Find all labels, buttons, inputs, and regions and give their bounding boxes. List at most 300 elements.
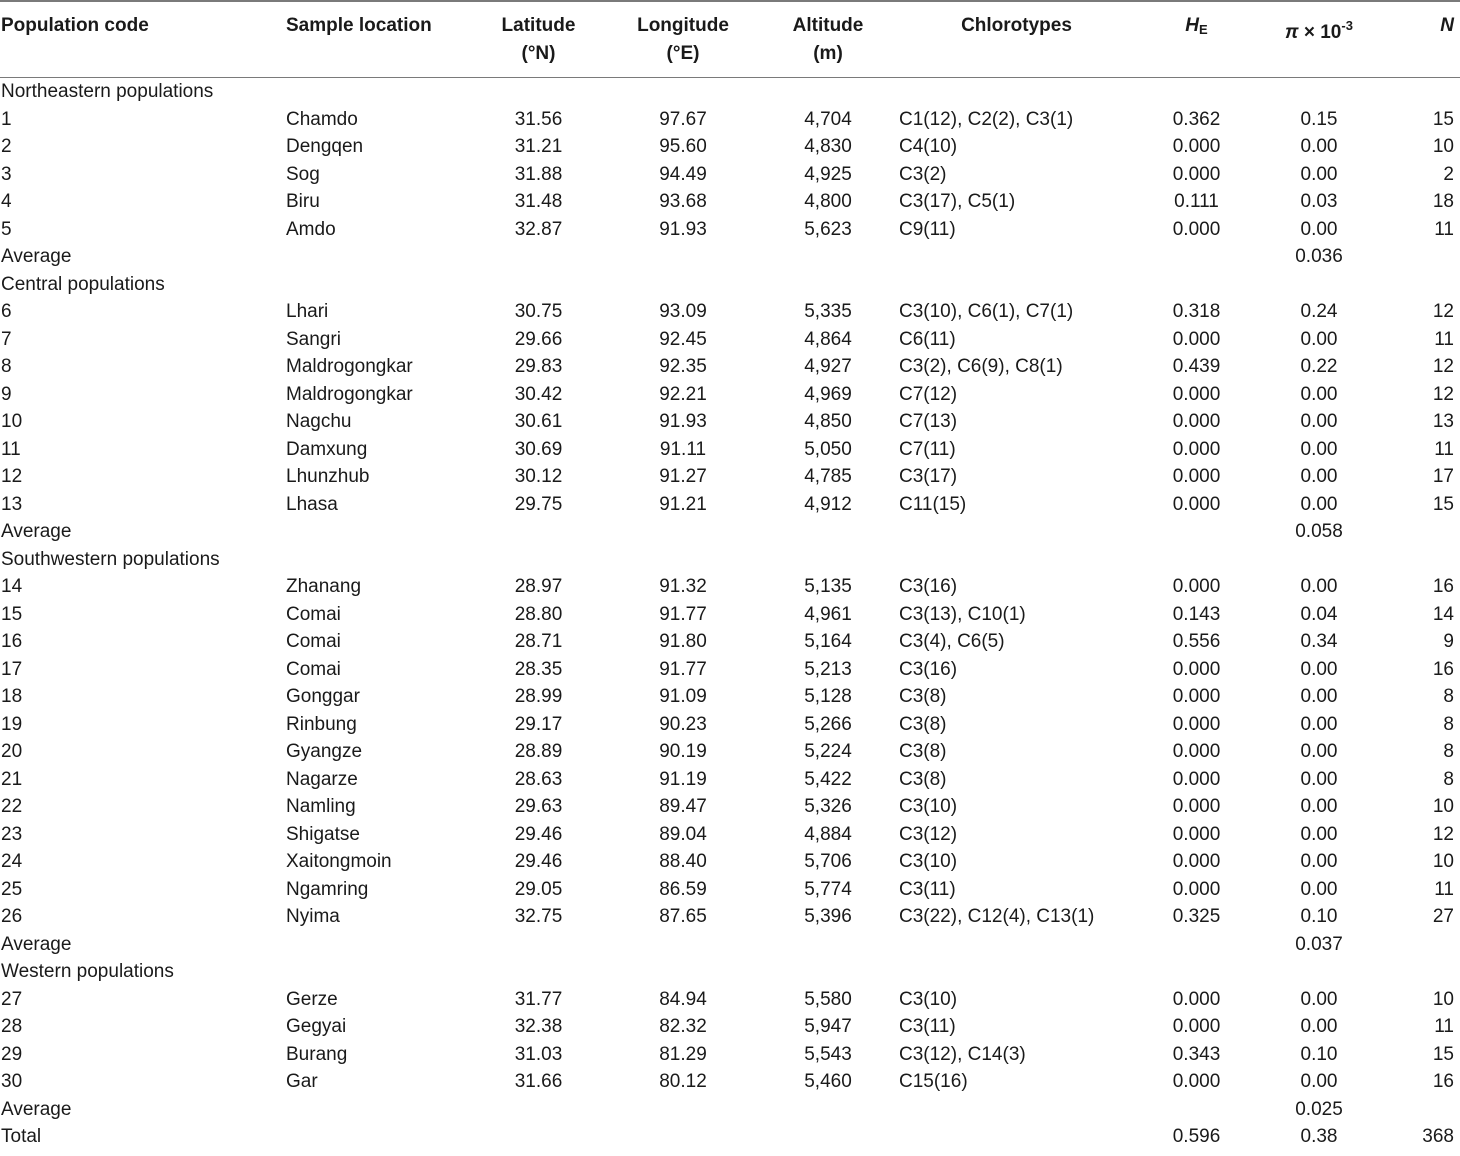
table-row	[0, 408, 1460, 436]
cell-chlorotypes: C1(12), C2(2), C3(1)	[899, 108, 1074, 130]
cell-population-code: 24	[1, 851, 23, 872]
cell-altitude: 4,927	[804, 356, 852, 377]
cell-altitude: 5,326	[804, 796, 852, 817]
cell-altitude: 5,224	[804, 741, 852, 762]
table-header	[0, 0, 1460, 78]
group-title-row	[0, 958, 1460, 986]
cell-he: 0.000	[1172, 1071, 1221, 1092]
cell-longitude: 97.67	[659, 108, 707, 130]
cell-latitude: 30.75	[514, 301, 563, 322]
table-row	[0, 711, 1460, 739]
total-label: Total	[1, 1126, 42, 1147]
cell-empty	[1134, 243, 1259, 271]
cell-population-code: 15	[1, 603, 23, 625]
cell-population-code: 11	[1, 438, 21, 460]
cell-longitude: 90.19	[659, 741, 707, 762]
cell-population-code: 28	[1, 1016, 23, 1037]
cell-sample-location: Shigatse	[286, 823, 360, 845]
cell-sample-location: Nyima	[286, 906, 340, 927]
cell-sample-location: Sog	[286, 163, 320, 185]
cell-sample-location: Biru	[286, 191, 320, 212]
cell-he: 0.556	[1172, 631, 1221, 652]
cell-pi: 0.00	[1300, 438, 1338, 460]
cell-population-code: 6	[1, 301, 12, 322]
cell-pi: 0.00	[1300, 411, 1338, 432]
table-row	[0, 793, 1460, 821]
table-row	[0, 1068, 1460, 1096]
cell-pi: 0.00	[1300, 1071, 1338, 1092]
cell-n: 12	[1432, 383, 1454, 405]
group-title-row	[0, 546, 1460, 574]
cell-pi: 0.00	[1300, 988, 1338, 1010]
cell-latitude: 29.05	[514, 878, 563, 900]
cell-chlorotypes: C3(10), C6(1), C7(1)	[899, 301, 1074, 322]
cell-pi: 0.00	[1300, 878, 1338, 900]
cell-latitude: 28.71	[514, 631, 563, 652]
cell-latitude: 32.87	[514, 218, 563, 240]
cell-n: 12	[1432, 356, 1454, 377]
cell-population-code: 27	[1, 988, 23, 1010]
cell-sample-location: Chamdo	[286, 108, 358, 130]
col-pi-symbol: π	[1285, 22, 1299, 43]
cell-empty	[899, 243, 1134, 271]
cell-sample-location: Comai	[286, 658, 341, 680]
cell-longitude: 91.11	[659, 438, 707, 460]
cell-he: 0.439	[1172, 356, 1221, 377]
total-row	[0, 1123, 1460, 1151]
cell-pi: 0.10	[1300, 906, 1338, 927]
cell-latitude: 28.63	[514, 768, 563, 790]
cell-longitude: 91.21	[659, 493, 707, 515]
cell-longitude: 91.93	[659, 411, 707, 432]
table-row	[0, 573, 1460, 601]
cell-chlorotypes: C3(10)	[899, 851, 958, 872]
average-row	[0, 518, 1460, 546]
cell-pi: 0.00	[1300, 768, 1338, 790]
group-title-row	[0, 271, 1460, 299]
cell-empty	[468, 1123, 609, 1151]
group-title: Western populations	[1, 961, 174, 982]
cell-pi: 0.00	[1300, 686, 1338, 707]
average-pi: 0.036	[1295, 246, 1343, 267]
cell-chlorotypes: C15(16)	[899, 1071, 968, 1092]
cell-empty	[468, 243, 609, 271]
cell-altitude: 5,164	[804, 631, 852, 652]
cell-he: 0.000	[1172, 658, 1221, 680]
cell-empty	[286, 518, 468, 546]
col-longitude-label: Longitude	[637, 15, 729, 36]
cell-n: 27	[1432, 906, 1454, 927]
cell-population-code: 20	[1, 741, 23, 762]
table-row	[0, 876, 1460, 904]
cell-latitude: 32.38	[514, 1016, 563, 1037]
average-row	[0, 931, 1460, 959]
cell-population-code: 29	[1, 1043, 23, 1065]
cell-longitude: 95.60	[659, 136, 707, 157]
cell-n: 10	[1432, 136, 1454, 157]
table-row	[0, 463, 1460, 491]
cell-longitude: 89.47	[659, 796, 707, 817]
col-n-label: N	[1440, 15, 1454, 36]
group-title-row	[0, 78, 1460, 106]
average-pi: 0.025	[1295, 1098, 1343, 1120]
cell-longitude: 92.45	[659, 328, 707, 350]
cell-he: 0.343	[1172, 1043, 1221, 1065]
cell-he: 0.000	[1172, 851, 1221, 872]
cell-latitude: 28.89	[514, 741, 563, 762]
cell-he: 0.000	[1172, 878, 1221, 900]
cell-n: 11	[1434, 328, 1454, 350]
cell-longitude: 93.68	[659, 191, 707, 212]
cell-chlorotypes: C7(12)	[899, 383, 958, 405]
cell-pi: 0.00	[1300, 163, 1338, 185]
table-row	[0, 766, 1460, 794]
cell-empty	[286, 243, 468, 271]
cell-chlorotypes: C3(16)	[899, 576, 958, 597]
cell-sample-location: Namling	[286, 796, 356, 817]
table-row	[0, 903, 1460, 931]
table-row	[0, 161, 1460, 189]
table-row	[0, 683, 1460, 711]
cell-sample-location: Xaitongmoin	[286, 851, 392, 872]
cell-sample-location: Gar	[286, 1071, 318, 1092]
cell-sample-location: Zhanang	[286, 576, 362, 597]
cell-pi: 0.00	[1300, 796, 1338, 817]
cell-he: 0.325	[1172, 906, 1221, 927]
cell-latitude: 32.75	[514, 906, 563, 927]
cell-pi: 0.15	[1300, 108, 1338, 130]
cell-empty	[468, 1096, 609, 1124]
cell-chlorotypes: C3(17), C5(1)	[899, 191, 1016, 212]
col-latitude-label: Latitude	[501, 15, 576, 36]
cell-sample-location: Burang	[286, 1043, 348, 1065]
cell-longitude: 87.65	[659, 906, 707, 927]
cell-latitude: 29.66	[514, 328, 563, 350]
average-row	[0, 1096, 1460, 1124]
cell-empty	[286, 1096, 468, 1124]
cell-sample-location: Lhari	[286, 301, 329, 322]
cell-he: 0.000	[1172, 136, 1221, 157]
cell-altitude: 4,800	[804, 191, 852, 212]
cell-chlorotypes: C3(11)	[899, 1016, 956, 1037]
cell-latitude: 28.97	[514, 576, 563, 597]
cell-he: 0.000	[1172, 988, 1221, 1010]
cell-n: 13	[1432, 411, 1454, 432]
cell-n: 14	[1432, 603, 1454, 625]
cell-sample-location: Nagarze	[286, 768, 358, 790]
cell-pi: 0.10	[1300, 1043, 1338, 1065]
cell-n: 11	[1434, 1016, 1454, 1037]
cell-chlorotypes: C11(15)	[899, 493, 967, 515]
cell-sample-location: Gerze	[286, 988, 338, 1010]
cell-longitude: 91.93	[659, 218, 707, 240]
cell-longitude: 84.94	[659, 988, 707, 1010]
cell-chlorotypes: C3(10)	[899, 796, 958, 817]
cell-empty	[1379, 243, 1460, 271]
average-label: Average	[1, 933, 72, 955]
cell-chlorotypes: C3(8)	[899, 741, 947, 762]
cell-latitude: 29.83	[514, 356, 563, 377]
cell-pi: 0.00	[1300, 851, 1338, 872]
cell-altitude: 5,543	[804, 1043, 852, 1065]
cell-pi: 0.00	[1300, 823, 1338, 845]
cell-empty	[468, 931, 609, 959]
cell-population-code: 3	[1, 163, 12, 185]
cell-longitude: 86.59	[659, 878, 707, 900]
cell-sample-location: Dengqen	[286, 136, 364, 157]
col-n	[1379, 0, 1460, 78]
cell-sample-location: Comai	[286, 631, 341, 652]
cell-empty	[609, 1096, 757, 1124]
cell-population-code: 25	[1, 878, 23, 900]
cell-longitude: 93.09	[659, 301, 707, 322]
cell-latitude: 31.56	[514, 108, 563, 130]
cell-pi: 0.03	[1300, 191, 1338, 212]
cell-altitude: 5,460	[804, 1071, 852, 1092]
cell-longitude: 92.21	[659, 383, 707, 405]
cell-n: 15	[1432, 1043, 1454, 1065]
cell-latitude: 28.80	[514, 603, 563, 625]
cell-latitude: 31.77	[514, 988, 563, 1010]
cell-he: 0.000	[1172, 493, 1221, 515]
cell-n: 10	[1432, 851, 1454, 872]
cell-he: 0.000	[1172, 823, 1221, 845]
cell-altitude: 5,422	[804, 768, 852, 790]
cell-latitude: 28.35	[514, 658, 563, 680]
cell-he: 0.000	[1172, 686, 1221, 707]
table-row	[0, 986, 1460, 1014]
cell-sample-location: Amdo	[286, 218, 336, 240]
cell-empty	[1134, 1096, 1259, 1124]
cell-n: 17	[1432, 466, 1454, 487]
cell-he: 0.143	[1172, 603, 1221, 625]
cell-population-code: 23	[1, 823, 23, 845]
cell-latitude: 30.42	[514, 383, 563, 405]
cell-empty	[609, 518, 757, 546]
cell-latitude: 29.46	[514, 823, 563, 845]
cell-population-code: 30	[1, 1071, 23, 1092]
cell-chlorotypes: C3(13), C10(1)	[899, 603, 1026, 625]
cell-he: 0.111	[1174, 191, 1219, 212]
cell-altitude: 5,623	[804, 218, 852, 240]
cell-population-code: 26	[1, 906, 23, 927]
cell-empty	[1134, 518, 1259, 546]
table-row	[0, 1013, 1460, 1041]
cell-altitude: 4,925	[804, 163, 852, 185]
group-title: Central populations	[1, 273, 165, 295]
cell-altitude: 5,335	[804, 301, 852, 322]
table-row	[0, 491, 1460, 519]
cell-population-code: 17	[1, 658, 23, 680]
cell-altitude: 5,580	[804, 988, 852, 1010]
average-pi: 0.058	[1295, 521, 1343, 542]
cell-pi: 0.24	[1300, 301, 1338, 322]
table-row	[0, 628, 1460, 656]
cell-longitude: 91.19	[659, 768, 707, 790]
cell-he: 0.000	[1172, 218, 1221, 240]
cell-n: 2	[1443, 163, 1454, 185]
cell-he: 0.318	[1172, 301, 1221, 322]
cell-he: 0.000	[1172, 163, 1221, 185]
table-row	[0, 601, 1460, 629]
cell-pi: 0.00	[1300, 136, 1338, 157]
cell-altitude: 4,850	[804, 411, 852, 432]
table-row	[0, 656, 1460, 684]
cell-n: 11	[1434, 878, 1454, 900]
col-sample-location-label: Sample location	[286, 15, 432, 36]
cell-latitude: 28.99	[514, 686, 563, 707]
cell-sample-location: Comai	[286, 603, 341, 625]
cell-altitude: 4,704	[804, 108, 852, 130]
cell-chlorotypes: C3(12), C14(3)	[899, 1043, 1026, 1065]
cell-sample-location: Sangri	[286, 328, 341, 350]
average-label: Average	[1, 246, 72, 267]
cell-longitude: 91.09	[659, 686, 707, 707]
cell-latitude: 30.69	[514, 438, 563, 460]
cell-empty	[899, 518, 1134, 546]
cell-longitude: 90.23	[659, 713, 707, 735]
cell-longitude: 82.32	[659, 1016, 707, 1037]
col-pi	[1259, 0, 1379, 78]
cell-empty	[757, 518, 899, 546]
cell-chlorotypes: C3(8)	[899, 713, 947, 735]
cell-sample-location: Lhasa	[286, 493, 338, 515]
cell-sample-location: Rinbung	[286, 713, 357, 735]
cell-empty	[757, 1123, 899, 1151]
cell-longitude: 91.80	[659, 631, 707, 652]
cell-n: 15	[1432, 493, 1454, 515]
cell-chlorotypes: C3(12)	[899, 823, 958, 845]
cell-he: 0.000	[1172, 466, 1221, 487]
cell-chlorotypes: C3(4), C6(5)	[899, 631, 1005, 652]
cell-latitude: 29.63	[514, 796, 563, 817]
cell-altitude: 5,706	[804, 851, 852, 872]
cell-sample-location: Gonggar	[286, 686, 360, 707]
table-row	[0, 298, 1460, 326]
cell-empty	[899, 1096, 1134, 1124]
cell-longitude: 81.29	[659, 1043, 707, 1065]
cell-n: 15	[1432, 108, 1454, 130]
cell-altitude: 4,830	[804, 136, 852, 157]
col-longitude	[609, 0, 757, 78]
average-pi: 0.037	[1295, 933, 1343, 955]
cell-latitude: 29.75	[514, 493, 563, 515]
cell-pi: 0.00	[1300, 493, 1338, 515]
cell-population-code: 4	[1, 191, 12, 212]
cell-pi: 0.34	[1300, 631, 1338, 652]
cell-chlorotypes: C3(8)	[899, 768, 947, 790]
cell-sample-location: Maldrogongkar	[286, 356, 413, 377]
cell-population-code: 12	[1, 466, 23, 487]
cell-n: 16	[1432, 1071, 1454, 1092]
cell-population-code: 13	[1, 493, 23, 515]
cell-latitude: 31.03	[514, 1043, 563, 1065]
average-row	[0, 243, 1460, 271]
cell-pi: 0.00	[1300, 218, 1338, 240]
cell-sample-location: Maldrogongkar	[286, 383, 413, 405]
cell-altitude: 5,774	[804, 878, 852, 900]
cell-empty	[899, 931, 1134, 959]
cell-pi: 0.00	[1300, 741, 1338, 762]
cell-n: 12	[1432, 823, 1454, 845]
col-altitude-unit: (m)	[813, 43, 843, 64]
col-population-code	[0, 0, 286, 78]
cell-latitude: 29.17	[514, 713, 563, 735]
cell-chlorotypes: C3(2), C6(9), C8(1)	[899, 356, 1063, 377]
col-he	[1134, 0, 1259, 78]
cell-chlorotypes: C6(11)	[899, 328, 956, 350]
col-altitude	[757, 0, 899, 78]
cell-altitude: 5,213	[804, 658, 852, 680]
cell-empty	[609, 243, 757, 271]
cell-chlorotypes: C3(8)	[899, 686, 947, 707]
cell-altitude: 5,396	[804, 906, 852, 927]
table-body	[0, 78, 1460, 1151]
cell-empty	[757, 243, 899, 271]
cell-empty	[468, 518, 609, 546]
cell-altitude: 4,785	[804, 466, 852, 487]
cell-n: 9	[1443, 631, 1454, 652]
cell-he: 0.000	[1172, 438, 1221, 460]
cell-population-code: 22	[1, 796, 23, 817]
cell-latitude: 31.48	[514, 191, 563, 212]
cell-n: 18	[1432, 191, 1454, 212]
cell-pi: 0.04	[1300, 603, 1338, 625]
average-label: Average	[1, 1098, 72, 1120]
cell-chlorotypes: C9(11)	[899, 218, 956, 240]
cell-altitude: 5,050	[804, 438, 852, 460]
cell-empty	[1134, 931, 1259, 959]
cell-latitude: 31.21	[514, 136, 563, 157]
cell-altitude: 4,969	[804, 383, 852, 405]
cell-population-code: 9	[1, 383, 12, 405]
cell-empty	[1379, 518, 1460, 546]
cell-sample-location: Ngamring	[286, 878, 369, 900]
cell-sample-location: Gyangze	[286, 741, 363, 762]
cell-population-code: 8	[1, 356, 12, 377]
cell-empty	[899, 1123, 1134, 1151]
table-row	[0, 821, 1460, 849]
group-title: Southwestern populations	[1, 548, 220, 570]
cell-n: 16	[1432, 576, 1454, 597]
cell-n: 16	[1432, 658, 1454, 680]
cell-n: 11	[1434, 218, 1454, 240]
cell-population-code: 2	[1, 136, 12, 157]
cell-chlorotypes: C3(16)	[899, 658, 958, 680]
col-latitude-unit: (°N)	[521, 43, 556, 64]
cell-latitude: 30.61	[514, 411, 563, 432]
cell-chlorotypes: C3(11)	[899, 878, 956, 900]
cell-empty	[286, 1123, 468, 1151]
total-pi: 0.38	[1300, 1126, 1338, 1147]
cell-longitude: 91.77	[659, 603, 707, 625]
cell-latitude: 29.46	[514, 851, 563, 872]
cell-n: 11	[1434, 438, 1454, 460]
cell-latitude: 31.66	[514, 1071, 563, 1092]
cell-chlorotypes: C3(17)	[899, 466, 958, 487]
cell-longitude: 94.49	[659, 163, 707, 185]
cell-longitude: 89.04	[659, 823, 707, 845]
cell-altitude: 5,947	[804, 1016, 852, 1037]
col-chlorotypes	[899, 0, 1134, 78]
cell-population-code: 7	[1, 328, 12, 350]
cell-n: 10	[1432, 796, 1454, 817]
cell-n: 12	[1432, 301, 1454, 322]
cell-pi: 0.22	[1300, 356, 1338, 377]
cell-pi: 0.00	[1300, 466, 1338, 487]
cell-pi: 0.00	[1300, 576, 1338, 597]
cell-pi: 0.00	[1300, 1016, 1338, 1037]
